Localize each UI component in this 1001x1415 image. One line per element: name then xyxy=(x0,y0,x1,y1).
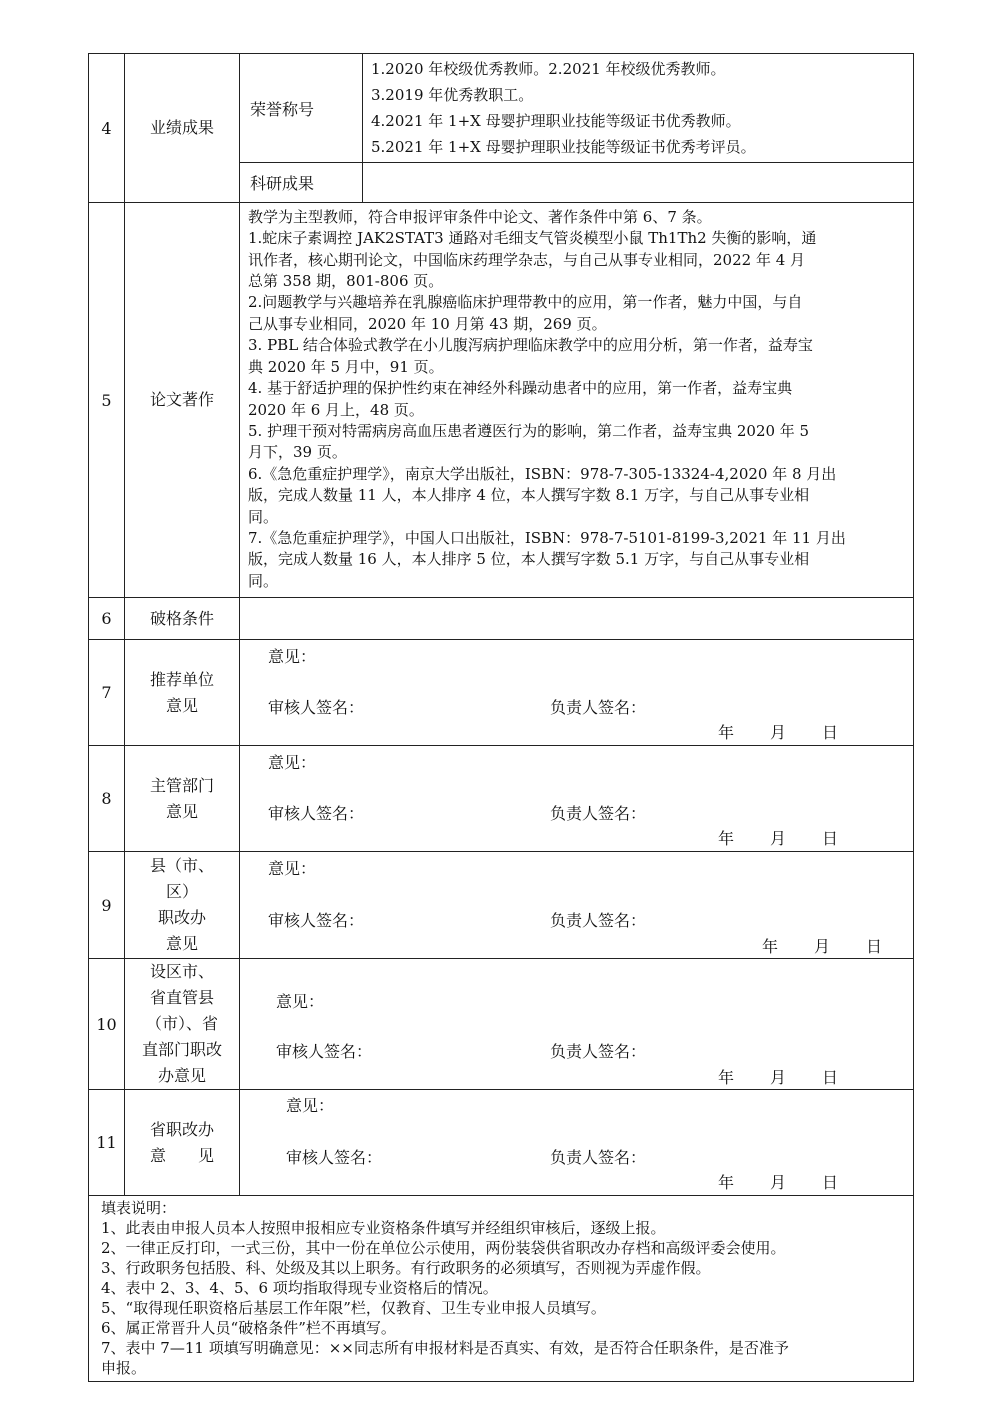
opinion-cell[interactable] xyxy=(240,852,914,959)
row-number: 11 xyxy=(89,1090,125,1196)
head-signature-label: 负责人签名： xyxy=(550,1042,647,1061)
head-signature-label: 负责人签名： xyxy=(550,1148,647,1167)
row-number: 7 xyxy=(89,640,125,746)
row-number: 6 xyxy=(89,598,125,640)
reviewer-signature-label: 审核人签名： xyxy=(268,698,365,717)
opinion-label: 意见： xyxy=(268,647,317,666)
reviewer-signature-label: 审核人签名： xyxy=(268,911,365,930)
date-line: 年 月 日 xyxy=(718,1068,839,1087)
note-item: 2、一律正反打印，一式三份，其中一份在单位公示使用，两份装袋供省职改办存档和高级评委会使用。 xyxy=(101,1239,786,1257)
paper-line: 5. 护理干预对特需病房高血压患者遵医行为的影响，第二作者，益寿宝典 2020 年 5 xyxy=(248,421,810,440)
row-number: 9 xyxy=(89,852,125,959)
honor-item: 4.2021 年 1+X 母婴护理职业技能等级证书优秀教师。 xyxy=(371,112,741,130)
paper-line: 月下，39 页。 xyxy=(248,443,347,462)
row-label-exception: 破格条件 xyxy=(125,598,240,640)
honor-label: 荣誉称号 xyxy=(240,54,363,163)
row-number: 4 xyxy=(89,54,125,203)
note-item: 6、属正常晋升人员“破格条件”栏不再填写。 xyxy=(101,1319,396,1337)
row-label-province-office: 省职改办 意 见 xyxy=(125,1090,240,1196)
paper-line: 7.《急危重症护理学》，中国人口出版社，ISBN：978-7-5101-8199-3,2021 年 11 月出 xyxy=(248,528,846,547)
honor-item: 1.2020 年校级优秀教师。2.2021 年校级优秀教师。 xyxy=(371,60,726,78)
opinion-cell[interactable] xyxy=(240,640,914,746)
row-label-achievement: 业绩成果 xyxy=(125,54,240,203)
opinion-cell[interactable] xyxy=(240,746,914,852)
opinion-cell[interactable] xyxy=(240,959,914,1090)
paper-line: 同。 xyxy=(248,507,279,526)
paper-line: 版，完成人数量 16 人，本人排序 5 位，本人撰写字数 5.1 万字，与自己从事专业相 xyxy=(248,550,810,569)
paper-line: 讯作者，核心期刊论文，中国临床药理学杂志，与自己从事专业相同，2022 年 4 月 xyxy=(248,250,806,269)
honor-item: 3.2019 年优秀教职工。 xyxy=(371,86,534,104)
application-form-table xyxy=(88,53,914,1382)
row-label-county-office: 县（市、 区） 职改办 意见 xyxy=(125,852,240,959)
note-item: 7、表中 7—11 项填写明确意见：××同志所有申报材料是否真实、有效，是否符合任职条件，是否准予 xyxy=(101,1339,789,1357)
opinion-cell[interactable] xyxy=(240,1090,914,1196)
date-line: 年 月 日 xyxy=(718,723,839,742)
head-signature-label: 负责人签名： xyxy=(550,911,647,930)
paper-line: 同。 xyxy=(248,571,279,590)
row-number: 10 xyxy=(89,959,125,1090)
paper-line: 教学为主型教师，符合申报评审条件中论文、著作条件中第 6、7 条。 xyxy=(248,207,712,226)
opinion-label: 意见： xyxy=(286,1096,335,1115)
reviewer-signature-label: 审核人签名： xyxy=(268,804,365,823)
paper-line: 版，完成人数量 11 人，本人排序 4 位，本人撰写字数 8.1 万字，与自己从事专业相 xyxy=(248,486,810,505)
opinion-label: 意见： xyxy=(268,859,317,878)
reviewer-signature-label: 审核人签名： xyxy=(286,1148,383,1167)
paper-line: 4. 基于舒适护理的保护性约束在神经外科躁动患者中的应用，第一作者，益寿宝典 xyxy=(248,379,793,398)
date-line: 年 月 日 xyxy=(718,829,839,848)
note-item: 申报。 xyxy=(101,1359,147,1377)
papers-content xyxy=(240,203,914,598)
head-signature-label: 负责人签名： xyxy=(550,804,647,823)
paper-line: 典 2020 年 5 月中，91 页。 xyxy=(248,357,444,376)
paper-line: 6.《急危重症护理学》，南京大学出版社，ISBN：978-7-305-13324-4,2020 年 8 月出 xyxy=(248,464,837,483)
row-number: 8 xyxy=(89,746,125,852)
exception-value[interactable] xyxy=(240,598,914,640)
research-label: 科研成果 xyxy=(240,163,363,203)
row-label-city-office: 设区市、 省直管县 （市）、省 直部门职改 办意见 xyxy=(125,959,240,1090)
paper-line: 总第 358 期，801-806 页。 xyxy=(248,272,444,291)
opinion-label: 意见： xyxy=(276,992,325,1011)
paper-line: 己从事专业相同，2020 年 10 月第 43 期，269 页。 xyxy=(248,314,607,333)
row-label-recommend-unit: 推荐单位 意见 xyxy=(125,640,240,746)
row-label-papers: 论文著作 xyxy=(125,203,240,598)
filling-instructions xyxy=(89,1196,914,1382)
honor-list xyxy=(363,54,914,163)
paper-line: 2020 年 6 月上，48 页。 xyxy=(248,400,424,419)
note-item: 5、“取得现任职资格后基层工作年限”栏，仅教育、卫生专业申报人员填写。 xyxy=(101,1299,606,1317)
row-number: 5 xyxy=(89,203,125,598)
date-line: 年 月 日 xyxy=(762,937,883,956)
reviewer-signature-label: 审核人签名： xyxy=(276,1042,373,1061)
opinion-label: 意见： xyxy=(268,753,317,772)
honor-item: 5.2021 年 1+X 母婴护理职业技能等级证书优秀考评员。 xyxy=(371,138,756,156)
research-value[interactable] xyxy=(363,163,914,203)
note-item: 3、行政职务包括股、科、处级及其以上职务。有行政职务的必须填写，否则视为弄虚作假。 xyxy=(101,1259,711,1277)
paper-line: 1.蛇床子素调控 JAK2STAT3 通路对毛细支气管炎模型小鼠 Th1Th2 失衡的影响，通 xyxy=(248,229,817,248)
head-signature-label: 负责人签名： xyxy=(550,698,647,717)
row-label-supervising-dept: 主管部门 意见 xyxy=(125,746,240,852)
notes-title: 填表说明： xyxy=(101,1199,177,1217)
paper-line: 3. PBL 结合体验式教学在小儿腹泻病护理临床教学中的应用分析，第一作者，益寿宝 xyxy=(248,336,813,355)
note-item: 1、此表由申报人员本人按照申报相应专业资格条件填写并经组织审核后，逐级上报。 xyxy=(101,1219,666,1237)
note-item: 4、表中 2、3、4、5、6 项均指取得现专业资格后的情况。 xyxy=(101,1279,498,1297)
paper-line: 2.问题教学与兴趣培养在乳腺癌临床护理带教中的应用，第一作者，魅力中国，与自 xyxy=(248,293,803,312)
date-line: 年 月 日 xyxy=(718,1173,839,1192)
